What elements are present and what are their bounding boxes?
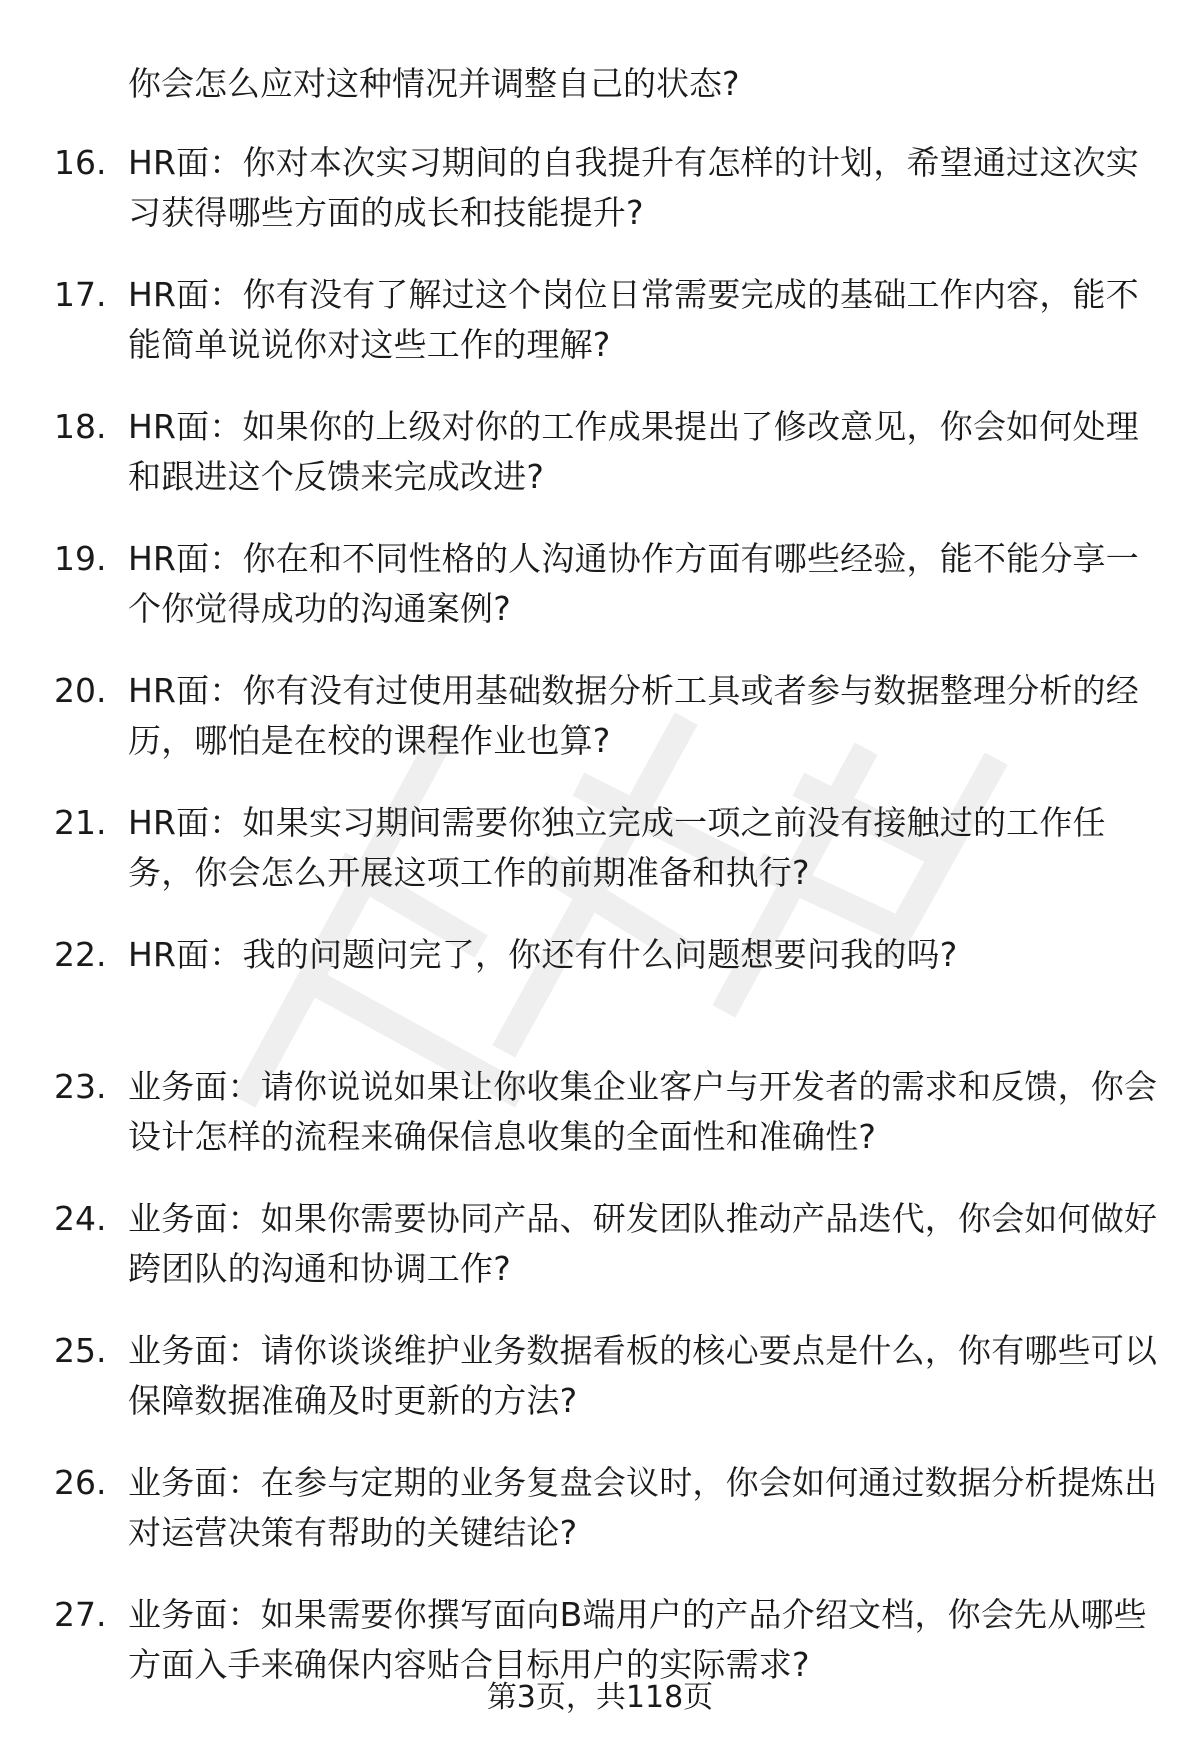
question-text: HR面：如果你的上级对你的工作成果提出了修改意见，你会如何处理和跟进这个反馈来完成改进? — [128, 407, 1139, 496]
question-text: 业务面：如果你需要协同产品、研发团队推动产品迭代，你会如何做好跨团队的沟通和协调工作? — [128, 1199, 1158, 1288]
question-number: 18. — [54, 407, 107, 446]
question-text: HR面：你对本次实习期间的自我提升有怎样的计划，希望通过这次实习获得哪些方面的成长和技能提升? — [128, 143, 1139, 232]
question-item — [0, 1062, 1200, 1194]
question-item — [0, 534, 1200, 666]
question-text: 业务面：请你谈谈维护业务数据看板的核心要点是什么，你有哪些可以保障数据准确及时更新的方法? — [128, 1331, 1158, 1420]
question-number: 27. — [54, 1595, 107, 1634]
question-text: HR面：如果实习期间需要你独立完成一项之前没有接触过的工作任务，你会怎么开展这项工作的前期准备和执行? — [128, 803, 1106, 892]
question-number: 17. — [54, 275, 107, 314]
continued-question-text: 你会怎么应对这种情况并调整自己的状态? — [128, 64, 740, 103]
question-text: 业务面：请你说说如果让你收集企业客户与开发者的需求和反馈，你会设计怎样的流程来确保信息收集的全面性和准确性? — [128, 1067, 1158, 1156]
question-list — [0, 138, 1200, 1722]
question-item — [0, 270, 1200, 402]
question-item — [0, 1326, 1200, 1458]
question-item — [0, 930, 1200, 1062]
page-footer: 第3页，共118页 — [486, 1680, 714, 1715]
question-text: HR面：我的问题问完了，你还有什么问题想要问我的吗? — [128, 935, 958, 974]
question-number: 22. — [54, 935, 107, 974]
question-text: HR面：你有没有了解过这个岗位日常需要完成的基础工作内容，能不能简单说说你对这些工作的理解? — [128, 275, 1139, 364]
question-item — [0, 666, 1200, 798]
question-text: HR面：你在和不同性格的人沟通协作方面有哪些经验，能不能分享一个你觉得成功的沟通案例? — [128, 539, 1139, 628]
question-item — [0, 402, 1200, 534]
question-number: 25. — [54, 1331, 107, 1370]
question-number: 16. — [54, 143, 107, 182]
question-number: 21. — [54, 803, 107, 842]
question-text: 业务面：如果需要你撰写面向B端用户的产品介绍文档，你会先从哪些方面入手来确保内容贴合目标用户的实际需求? — [128, 1595, 1147, 1684]
question-number: 20. — [54, 671, 107, 710]
question-number: 24. — [54, 1199, 107, 1238]
question-item — [0, 1458, 1200, 1590]
question-number: 26. — [54, 1463, 107, 1502]
question-item — [0, 138, 1200, 270]
question-item — [0, 798, 1200, 930]
question-text: 业务面：在参与定期的业务复盘会议时，你会如何通过数据分析提炼出对运营决策有帮助的关键结论? — [128, 1463, 1158, 1552]
question-item — [0, 1194, 1200, 1326]
question-text: HR面：你有没有过使用基础数据分析工具或者参与数据整理分析的经历，哪怕是在校的课程作业也算? — [128, 671, 1139, 760]
question-number: 23. — [54, 1067, 107, 1106]
question-number: 19. — [54, 539, 107, 578]
